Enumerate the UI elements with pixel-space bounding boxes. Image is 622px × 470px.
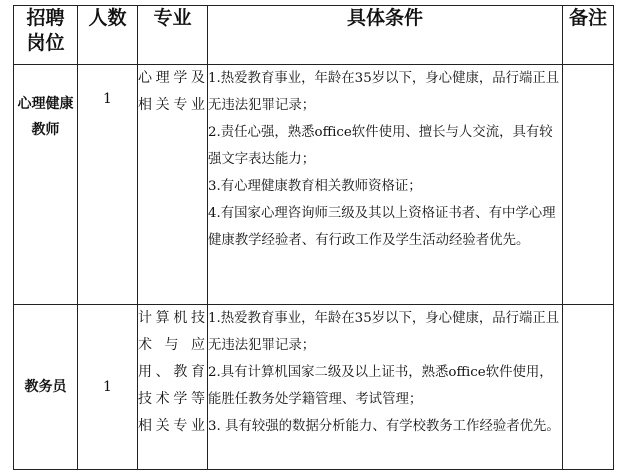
requirements-cell <box>208 305 563 470</box>
count-cell: 1 <box>78 305 138 470</box>
requirement-item: 1.热爱教育事业，年龄在35岁以下，身心健康，品行端正且无违法犯罪记录； <box>208 311 560 353</box>
header-count: 人数 <box>78 6 138 65</box>
requirement-item: 1.热爱教育事业，年龄在35岁以下，身心健康，品行端正且无违法犯罪记录； <box>208 71 560 113</box>
requirement-item: 3. 具有较强的数据分析能力、有学校教务工作经验者优先。 <box>208 419 560 434</box>
position-cell: 心理健康教师 <box>14 65 78 305</box>
requirements-cell <box>208 65 563 305</box>
header-remarks: 备注 <box>563 6 614 65</box>
position-cell: 教务员 <box>14 305 78 470</box>
header-major: 专业 <box>138 6 208 65</box>
remarks-cell <box>563 305 614 470</box>
header-position: 招聘岗位 <box>14 6 78 65</box>
count-cell: 1 <box>78 65 138 305</box>
requirement-item: 3.有心理健康教育相关教师资格证； <box>208 179 422 194</box>
requirement-item: 2.责任心强，熟悉office软件使用、擅长与人交流，具有较强文字表达能力； <box>208 125 553 167</box>
requirement-item: 4.有国家心理咨询师三级及其以上资格证书者、有中学心理健康教学经验者、有行政工作及学生活动经验者优先。 <box>208 206 556 248</box>
header-requirements: 具体条件 <box>208 6 563 65</box>
remarks-cell <box>563 65 614 305</box>
major-cell: 计算机技术与应用、教育技术学等相关专业 <box>138 305 208 470</box>
recruitment-table <box>13 5 614 470</box>
header-row <box>14 6 614 65</box>
requirement-item: 2.具有计算机国家二级及以上证书，熟悉office软件使用，能胜任教务处学籍管理、考试管理； <box>208 365 553 407</box>
major-cell: 心理学及相关专业 <box>138 65 208 305</box>
table-row <box>14 65 614 305</box>
table-row <box>14 305 614 470</box>
